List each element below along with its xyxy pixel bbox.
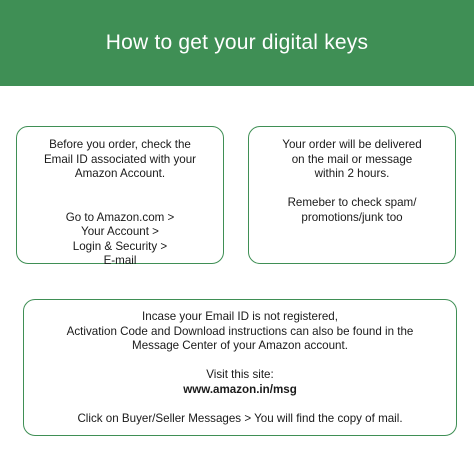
spacer [249, 182, 455, 197]
card-message-center [23, 299, 457, 436]
card-text-line: Login & Security > [72, 239, 168, 253]
card-text-line: Activation Code and Download instructions can also be found in the [66, 324, 414, 338]
card-text-line: Click on Buyer/Seller Messages > You will find the copy of mail. [77, 411, 403, 425]
card-delivery-info [248, 126, 456, 264]
card-text-line: Before you order, check the [49, 138, 191, 151]
spacer [24, 354, 456, 369]
card-text-line: on the mail or message [291, 152, 413, 166]
card-text-line: Amazon Account. [74, 167, 166, 180]
card-text-line: Email ID associated with your [43, 152, 197, 166]
card-text-line: Incase your Email ID is not registered, [142, 310, 338, 323]
card-text-line: Message Center of your Amazon account. [132, 339, 348, 352]
message-center-url: www.amazon.in/msg [183, 382, 297, 396]
card-text-line: Go to Amazon.com > [65, 210, 175, 224]
card-text-line: promotions/junk too [301, 210, 403, 224]
header-banner [0, 0, 474, 86]
card-text-line: Your order will be delivered [282, 138, 422, 151]
spacer [24, 397, 456, 412]
card-text-line: Remeber to check spam/ [287, 196, 417, 209]
card-text-line: within 2 hours. [314, 167, 390, 180]
page-title: How to get your digital keys [105, 31, 369, 54]
spacer [17, 182, 223, 197]
card-text-line: Your Account > [81, 225, 159, 238]
card-check-email [16, 126, 224, 267]
spacer [17, 196, 223, 211]
visit-label: Visit this site: [206, 368, 274, 381]
card-text-line: E-mail [103, 254, 137, 267]
